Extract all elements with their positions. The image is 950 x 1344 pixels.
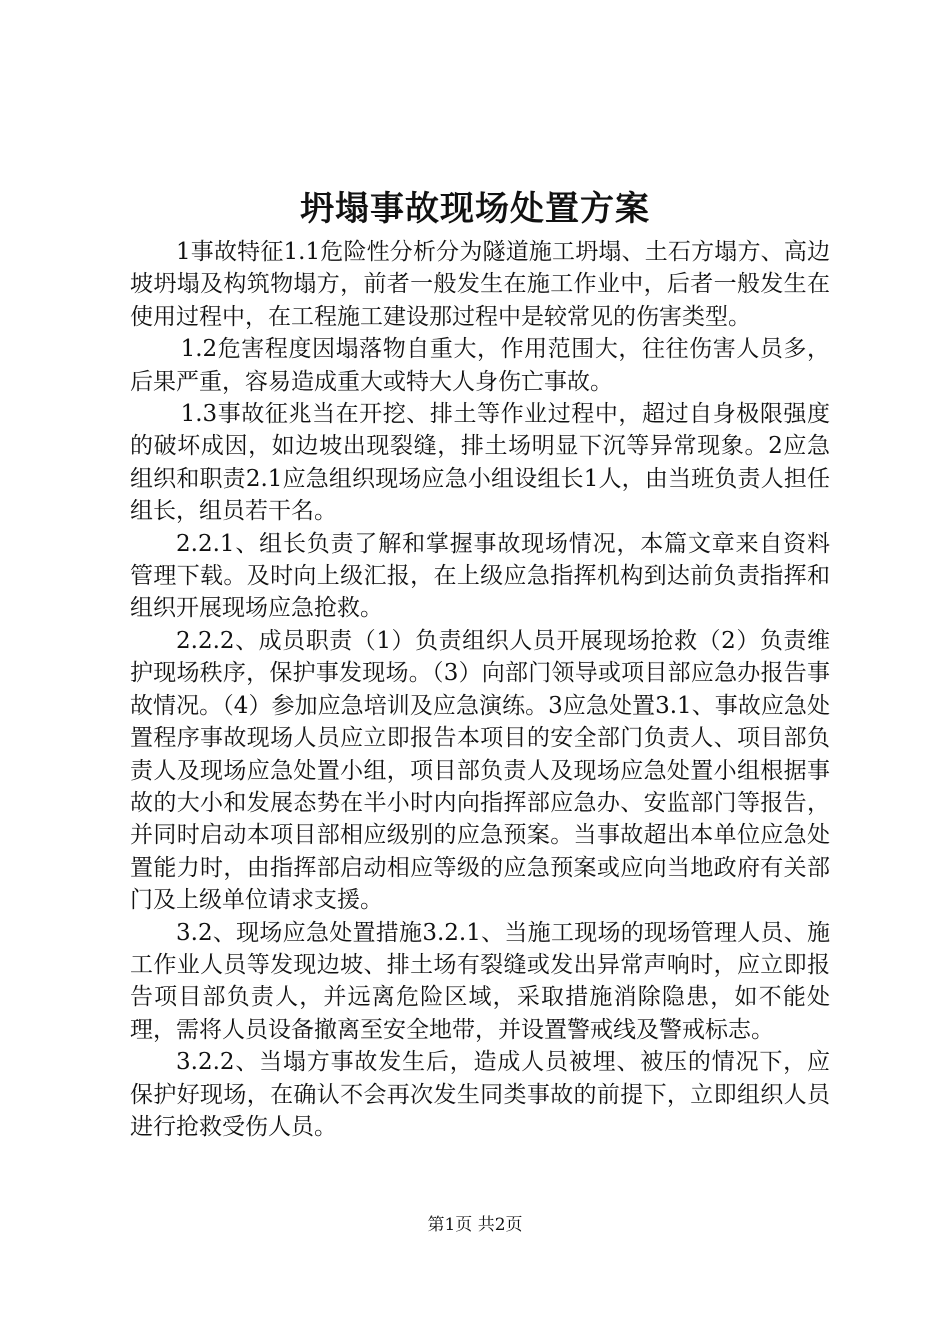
paragraph-hazard-degree: 1.2危害程度因塌落物自重大，作用范围大，往往伤害人员多，后果严重，容易造成重大或特大人身伤亡事故。 (130, 336, 830, 395)
paragraph-collapse-rescue: 3.2.2、当塌方事故发生后，造成人员被埋、被压的情况下，应保护好现场，在确认不会再次发生同类事故的前提下，立即组织人员进行抢救受伤人员。 (130, 1049, 830, 1140)
document-body (130, 236, 830, 1143)
paragraph-onsite-measures: 3.2、现场应急处置措施3.2.1、当施工现场的现场管理人员、施工作业人员等发现边坡、排土场有裂缝或发出异常声响时，应立即报告项目部负责人，并远离危险区域，采取措施消除隐患，如不能处理，需将人员设备撤离至安全地带，并设置警戒线及警戒标志。 (130, 919, 830, 1043)
document-title: 坍塌事故现场处置方案 (300, 189, 650, 229)
page-footer: 第1页 共2页 (427, 1215, 523, 1235)
paragraph-leader-duties: 2.2.1、组长负责了解和掌握事故现场情况，本篇文章来自资料管理下载。及时向上级汇报，在上级应急指挥机构到达前负责指挥和组织开展现场应急抢救。 (130, 530, 830, 622)
paragraph-member-duties: 2.2.2、成员职责（1）负责组织人员开展现场抢救（2）负责维护现场秩序，保护事发现场。（3）向部门领导或项目部应急办报告事故情况。（4）参加应急培训及应急演练。3应急处置3.1、事故应急处置程序事故现场人员应立即报告本项目的安全部门负责人、项目部负责人及现场应急处置小组，项目部负责人及现场应急处置小组根据事故的大小和发展态势在半小时内向指挥部应急办、安监部门等报告，并同时启动本项目部相应级别的应急预案。当事故超出本单位应急处置能力时，由指挥部启动相应等级的应急预案或应向当地政府有关部门及上级单位请求支援。 (130, 627, 830, 914)
paragraph-accident-signs: 1.3事故征兆当在开挖、排土等作业过程中，超过自身极限强度的破坏成因，如边坡出现裂缝，排土场明显下沉等异常现象。2应急组织和职责2.1应急组织现场应急小组设组长1人，由当班负责人担任组长，组员若干名。 (130, 401, 830, 525)
paragraph-accident-characteristics: 1事故特征1.1危险性分析分为隧道施工坍塌、土石方塌方、高边坡坍塌及构筑物塌方，前者一般发生在施工作业中，后者一般发生在使用过程中，在工程施工建设那过程中是较常见的伤害类型。 (130, 239, 830, 330)
